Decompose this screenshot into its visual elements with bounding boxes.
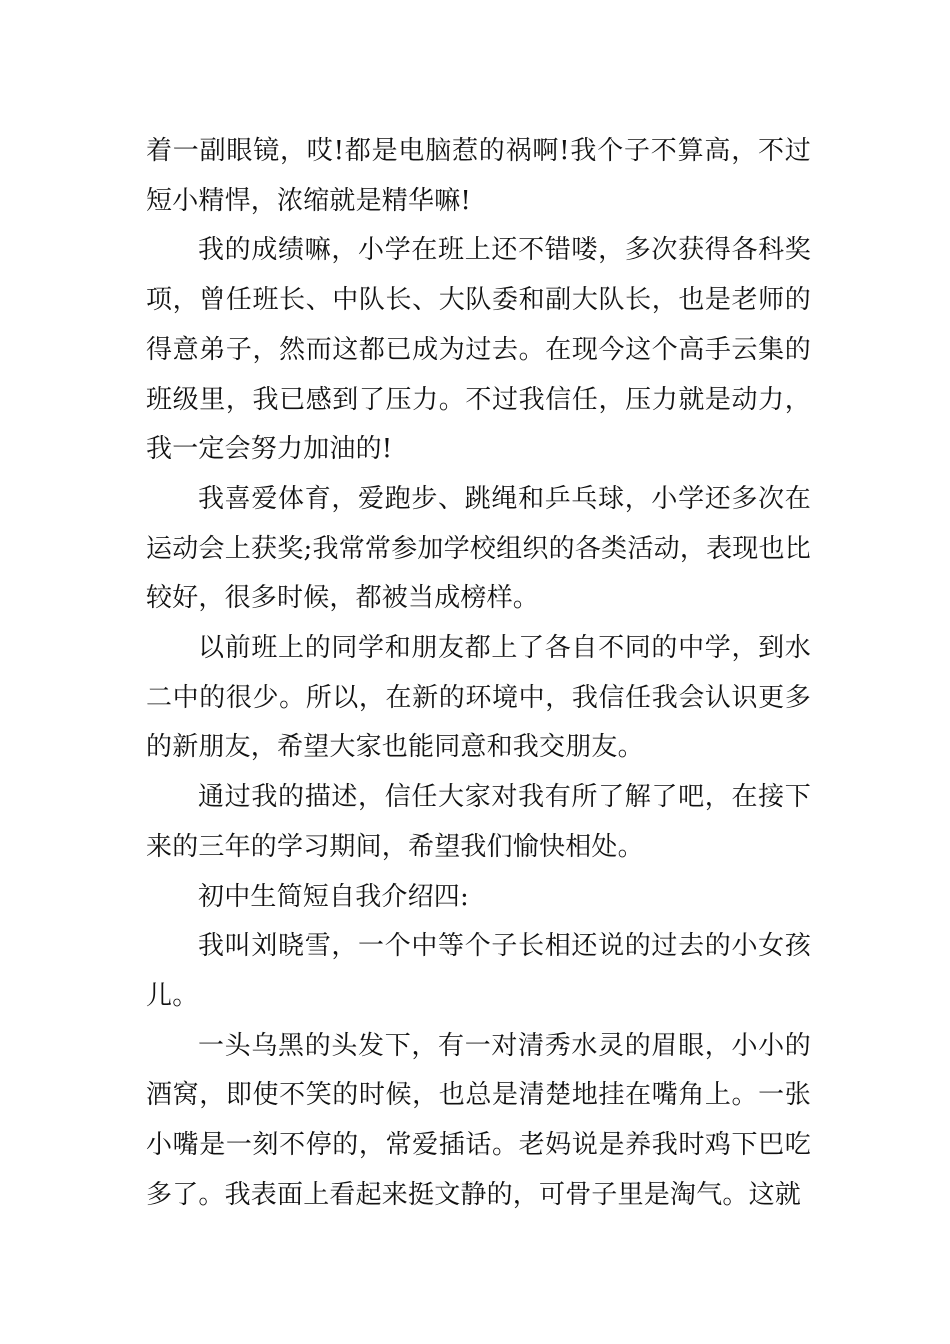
paragraph-6: 我叫刘晓雪，一个中等个子长相还说的过去的小女孩儿。 — [146, 931, 811, 1011]
paragraph-5: 通过我的描述，信任大家对我有所了解了吧，在接下来的三年的学习期间，希望我们愉快相处。 — [146, 782, 811, 862]
paragraph-7: 一头乌黑的头发下，有一对清秀水灵的眉眼，小小的酒窝，即使不笑的时候，也总是清楚地挂在嘴角上。一张小嘴是一刻不停的，常爱插话。老妈说是养我时鸡下巴吃多了。我表面上看起来挺文静的，可骨子里是淘气。这就 — [146, 1030, 811, 1210]
paragraph-2: 我的成绩嘛，小学在班上还不错喽，多次获得各科奖项，曾任班长、中队长、大队委和副大队长，也是老师的得意弟子，然而这都已成为过去。在现今这个高手云集的班级里，我已感到了压力。不过我信任，压力就是动力，我一定会努力加油的! — [146, 235, 811, 465]
paragraph-3: 我喜爱体育，爱跑步、跳绳和乒乓球，小学还多次在运动会上获奖;我常常参加学校组织的各类活动，表现也比较好，很多时候，都被当成榜样。 — [146, 483, 811, 614]
section-heading: 初中生简短自我介绍四: — [198, 881, 469, 912]
paragraph-4: 以前班上的同学和朋友都上了各自不同的中学，到水二中的很少。所以，在新的环境中，我信任我会认识更多的新朋友，希望大家也能同意和我交朋友。 — [146, 633, 811, 763]
document-body — [146, 127, 811, 1220]
paragraph-1: 着一副眼镜，哎!都是电脑惹的祸啊!我个子不算高，不过短小精悍，浓缩就是精华嘛! — [146, 136, 811, 216]
